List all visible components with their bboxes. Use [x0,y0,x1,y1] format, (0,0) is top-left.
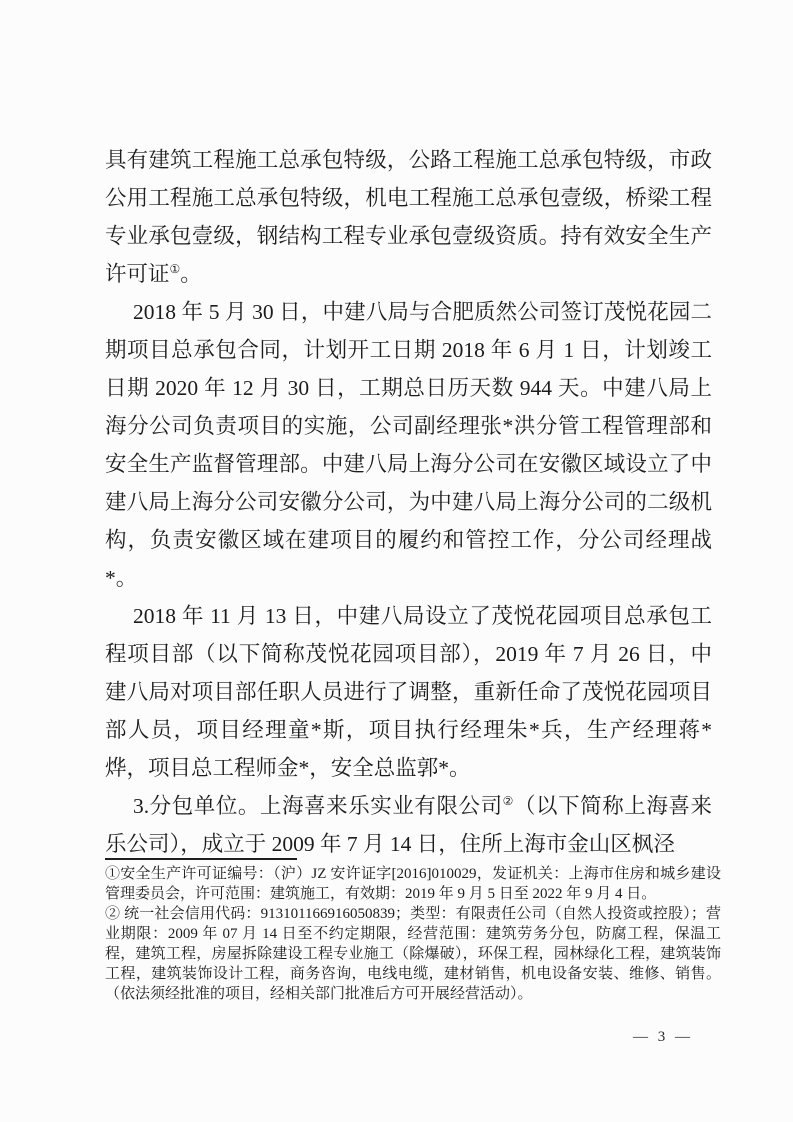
paragraph-text: （以下简称上海喜来乐公司），成立于 2009 年 7 月 14 日，住所上海市金山区枫泾 [105,794,712,856]
footnote-separator-line [105,858,297,860]
paragraph-project-department: 2018 年 11 月 13 日，中建八局设立了茂悦花园项目总承包工程项目部（以下简称茂悦花园项目部），2019 年 7 月 26 日，中建八局对项目部任职人员进行了调整，重新任命了茂悦花园项目部人员，项目经理童*斯，项目执行经理朱*兵，生产经理蒋*烨，项目总工程师金*，安全总监郭*。 [105,604,712,780]
footnote-ref-1: ① [169,261,181,276]
footnotes-section [105,864,721,1004]
footnote-2-credit-code: ② 统一社会信用代码：913101166916050839；类型：有限责任公司（自然人投资或控股）；营业期限：2009 年 07 月 14 日至不约定期限，经营范围：建筑劳务分包，防腐工程，保温工程，建筑工程，房屋拆除建设工程专业施工（除爆破），环保工程，园林绿化工程，建筑装饰工程，建筑装饰设计工程，商务咨询，电线电缆，建材销售，机电设备安装、维修、销售。（依法须经批准的项目，经相关部门批准后方可开展经营活动）。 [105,906,721,1002]
paragraph-subcontractor [105,787,712,863]
paragraph-text: 。 [180,262,202,286]
page-number: — 3 — [633,1029,693,1045]
paragraph-qualifications [105,141,712,293]
footnote-ref-2: ② [502,793,514,808]
paragraph-contract-signing: 2018 年 5 月 30 日，中建八局与合肥质然公司签订茂悦花园二期项目总承包合同，计划开工日期 2018 年 6 月 1 日，计划竣工日期 2020 年 12 月 30 日，工期总日历天数 944 天。中建八局上海分公司负责项目的实施，公司副经理张*洪分管工程管理部和安全生产监督管理部。中建八局上海分公司在安徽区域设立了中建八局上海分公司安徽分公司，为中建八局上海分公司的二级机构，负责安徽区域在建项目的履约和管控工作，分公司经理战*。 [105,300,712,590]
document-body [105,141,712,863]
paragraph-text: 3.分包单位。上海喜来乐实业有限公司 [133,794,503,818]
footnote-1-safety-license: ①安全生产许可证编号：（沪）JZ 安许证字[2016]010029，发证机关：上海市住房和城乡建设管理委员会，许可范围：建筑施工，有效期：2019 年 9 月 5 日至 2022 年 9 月 4 日。 [105,866,721,902]
paragraph-text: 具有建筑工程施工总承包特级，公路工程施工总承包特级，市政公用工程施工总承包特级，机电工程施工总承包壹级，桥梁工程专业承包壹级，钢结构工程专业承包壹级资质。持有效安全生产许可证 [105,148,712,286]
